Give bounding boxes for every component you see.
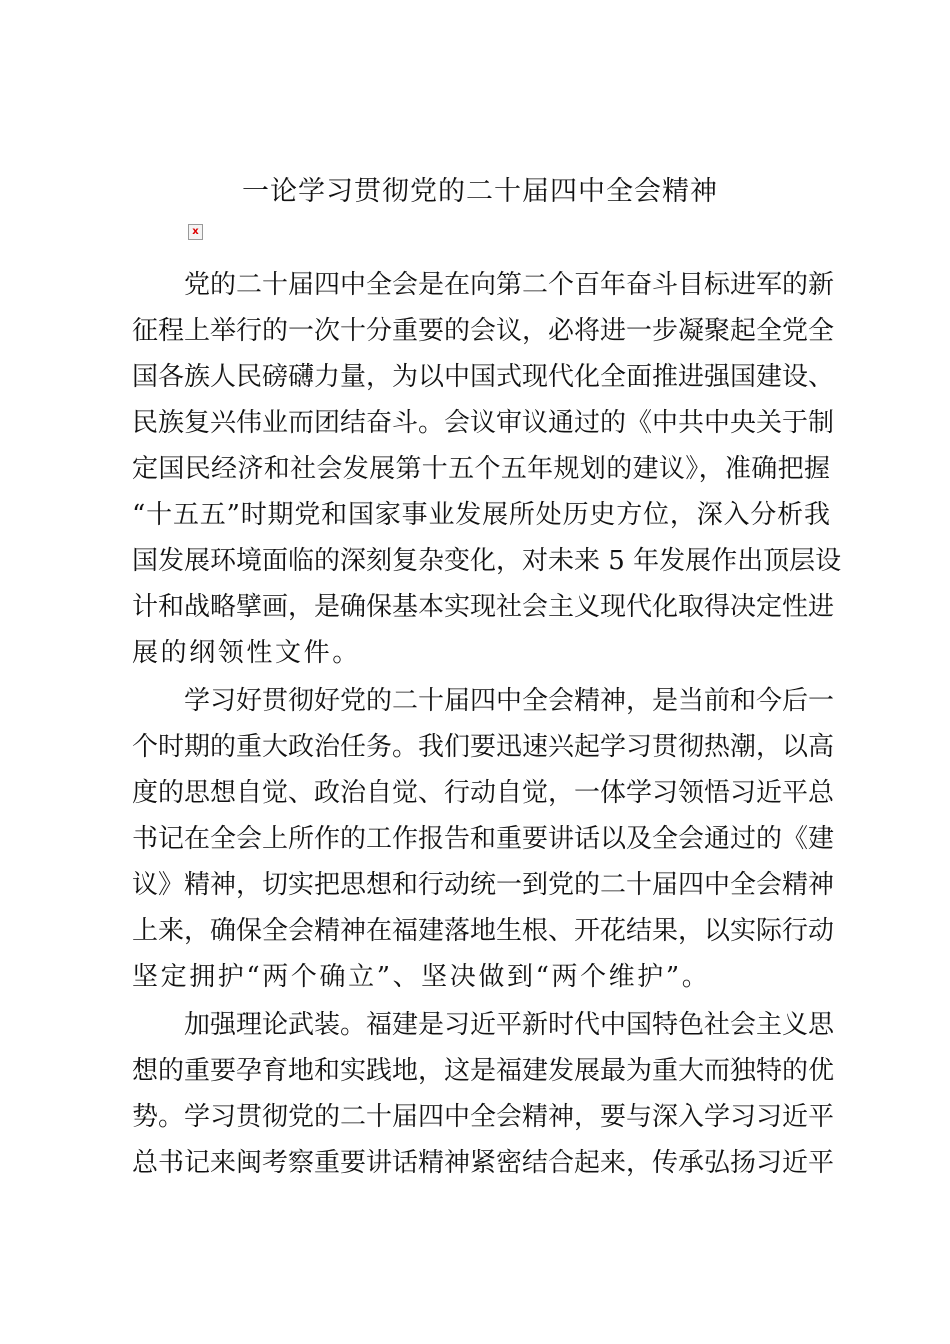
text-line: 上来，确保全会精神在福建落地生根、开花结果，以实际行动 <box>132 916 835 946</box>
paragraph <box>132 678 835 1000</box>
text-line: 议》精神，切实把思想和行动统一到党的二十届四中全会精神 <box>132 870 835 900</box>
text-line: “十五五”时期党和国家事业发展所处历史方位，深入分析我 <box>132 500 830 530</box>
text-line: 个时期的重大政治任务。我们要迅速兴起学习贯彻热潮，以高 <box>132 732 835 762</box>
text-line: 坚定拥护“两个确立”、坚决做到“两个维护”。 <box>132 962 711 992</box>
text-line: 计和战略擘画，是确保基本实现社会主义现代化取得决定性进 <box>132 592 835 622</box>
text-line: 度的思想自觉、政治自觉、行动自觉，一体学习领悟习近平总 <box>132 778 835 808</box>
text-line: 加强理论武装。福建是习近平新时代中国特色社会主义思 <box>184 1010 835 1040</box>
paragraph <box>132 1002 835 1186</box>
text-line: 势。学习贯彻党的二十届四中全会精神，要与深入学习习近平 <box>132 1102 835 1132</box>
text-line: 定国民经济和社会发展第十五个五年规划的建议》，准确把握 <box>132 454 830 484</box>
text-line: 国各族人民磅礴力量，为以中国式现代化全面推进强国建设、 <box>132 362 835 392</box>
text-line: 国发展环境面临的深刻复杂变化，对未来 5 年发展作出顶层设 <box>132 546 842 576</box>
text-line: 想的重要孕育地和实践地，这是福建发展最为重大而独特的优 <box>132 1056 835 1086</box>
document-body <box>132 262 842 1188</box>
document-title: 一论学习贯彻党的二十届四中全会精神 <box>242 176 718 207</box>
text-line: 书记在全会上所作的工作报告和重要讲话以及全会通过的《建 <box>132 824 835 854</box>
text-line: 展的纲领性文件。 <box>132 638 361 668</box>
text-line: 党的二十届四中全会是在向第二个百年奋斗目标进军的新 <box>184 270 835 300</box>
broken-image-icon: x <box>188 224 203 240</box>
paragraph <box>132 262 842 676</box>
text-line: 征程上举行的一次十分重要的会议，必将进一步凝聚起全党全 <box>132 316 835 346</box>
text-line: 学习好贯彻好党的二十届四中全会精神，是当前和今后一 <box>184 686 835 716</box>
text-line: 总书记来闽考察重要讲话精神紧密结合起来，传承弘扬习近平 <box>132 1148 835 1178</box>
text-line: 民族复兴伟业而团结奋斗。会议审议通过的《中共中央关于制 <box>132 408 835 438</box>
